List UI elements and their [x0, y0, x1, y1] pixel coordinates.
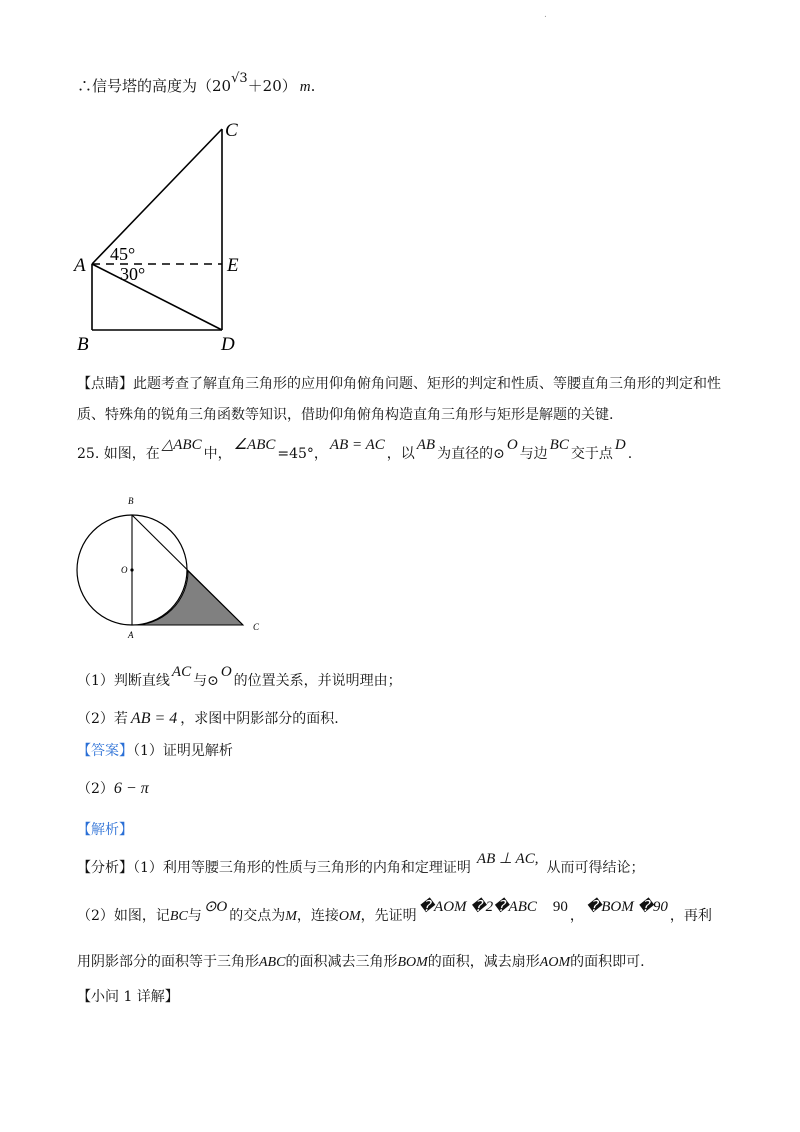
answer-2-pre: （2）	[77, 781, 114, 797]
step2-comma: ，	[569, 908, 584, 924]
q25-bc: BC	[549, 437, 569, 453]
q25-zhong: 中，	[203, 446, 232, 462]
jiexi-tag: 【解析】	[77, 822, 133, 838]
step3-t1: 用阴影部分的面积等于三角形	[77, 954, 259, 970]
step2-formula-2: 90	[552, 899, 568, 915]
fig2-label-B: B	[128, 496, 134, 506]
q25-num: 25. 如图，在	[77, 446, 160, 462]
answer-line	[77, 741, 233, 761]
top-dot: .	[544, 10, 547, 20]
answer-tag: 【答案】	[77, 743, 133, 759]
fenxi-tag: 【分析】	[77, 860, 133, 876]
step2-bc: BC	[169, 909, 188, 924]
step2-yu: 与	[187, 908, 202, 924]
sub1-ac: AC	[171, 664, 192, 680]
step3-line	[77, 952, 645, 973]
fig2-label-O: O	[121, 565, 128, 575]
step2-m: M	[285, 909, 297, 924]
step2-line	[77, 899, 712, 927]
label-C: C	[225, 120, 238, 141]
angle-30: 30°	[120, 264, 146, 284]
q25-d: D	[614, 437, 626, 453]
xiaowen-1-tag: 【小问 1 详解】	[77, 989, 179, 1005]
fenxi-line	[77, 851, 645, 878]
q25-ab: AB	[416, 437, 436, 453]
sub2-eq: AB = 4	[130, 710, 178, 727]
step2-tail: ，再利	[669, 908, 712, 924]
fenxi-text: （1）利用等腰三角形的性质与三角形的内角和定理证明	[133, 860, 471, 876]
step3-t4: 的面积即可.	[570, 954, 645, 970]
step2-prove: ，先证明	[360, 908, 417, 924]
step3-bom: BOM	[397, 955, 428, 970]
label-E: E	[227, 255, 239, 276]
label-D: D	[221, 334, 235, 355]
step2-conn: ，连接	[296, 908, 339, 924]
step3-t2: 的面积减去三角形	[285, 954, 398, 970]
step2-post: 的交点为	[229, 908, 286, 924]
q25-end: .	[627, 446, 633, 462]
angle-45: 45°	[110, 244, 136, 264]
conclusion-line	[77, 71, 316, 98]
q25-ab-eq-ac: AB = AC	[329, 437, 385, 453]
sub-question-1	[77, 664, 402, 691]
step2-pre: （2）如图，记	[77, 908, 170, 924]
q25-wei: 为直径的⊙	[437, 446, 505, 462]
step3-aom: AOM	[539, 955, 571, 970]
sub1-o: O	[220, 664, 232, 680]
conclusion-prefix: ∴信号塔的高度为（20	[77, 77, 232, 95]
q25-o: O	[506, 437, 518, 453]
label-A: A	[74, 255, 86, 276]
q25-angle: ∠ABC	[233, 437, 276, 453]
sub1-post: 的位置关系，并说明理由；	[233, 673, 402, 689]
q25-jiao: 交于点	[570, 446, 613, 462]
question-25	[77, 437, 633, 464]
answer-2-line	[77, 779, 149, 799]
q25-eq45: =45°，	[277, 446, 328, 462]
answer-2: 6 − π	[113, 780, 149, 797]
step2-formula-1: �AOM �2�ABC	[418, 899, 537, 915]
sqrt3: √3	[231, 71, 248, 86]
dianjing-line1	[77, 374, 721, 394]
sub1-pre: （1）判断直线	[77, 673, 170, 689]
q25-yi: ，以	[386, 446, 415, 462]
fig2-label-C: C	[253, 622, 260, 632]
dianjing-text1: 此题考查了解直角三角形的应用仰角俯角问题、矩形的判定和性质、等腰直角三角形的判定和性	[133, 376, 721, 392]
step2-circle-o: ⊙O	[203, 899, 228, 915]
label-B: B	[77, 334, 89, 355]
step2-formula-3: �BOM �90	[585, 899, 668, 915]
fig2-label-A: A	[128, 630, 134, 640]
period: .	[310, 77, 316, 95]
sub-question-2	[77, 709, 339, 729]
step3-t3: 的面积，减去扇形	[427, 954, 540, 970]
sub2-post: ，求图中阴影部分的面积.	[180, 711, 339, 727]
fenxi-formula: AB ⊥ AC,	[476, 851, 539, 867]
figure-tower	[70, 118, 270, 358]
answer-1: （1）证明见解析	[133, 743, 233, 759]
step3-abc: ABC	[259, 955, 286, 970]
sub2-pre: （2）若	[77, 711, 128, 727]
dianjing-line2	[77, 405, 613, 425]
figure-circle	[70, 490, 270, 645]
conclusion-suffix: ＋20）	[247, 77, 297, 95]
dianjing-tag: 【点睛】	[77, 376, 133, 392]
q25-yubian: 与边	[519, 446, 548, 462]
step2-om: OM	[338, 909, 361, 924]
fenxi-tail: 从而可得结论；	[546, 860, 645, 876]
dianjing-text2: 质、特殊角的锐角三角函数等知识，借助仰角俯角构造直角三角形与矩形是解题的关键.	[77, 407, 614, 423]
sub1-mid: 与⊙	[193, 673, 219, 689]
q25-triangle: △ABC	[161, 437, 202, 453]
unit-m: m	[299, 79, 311, 95]
